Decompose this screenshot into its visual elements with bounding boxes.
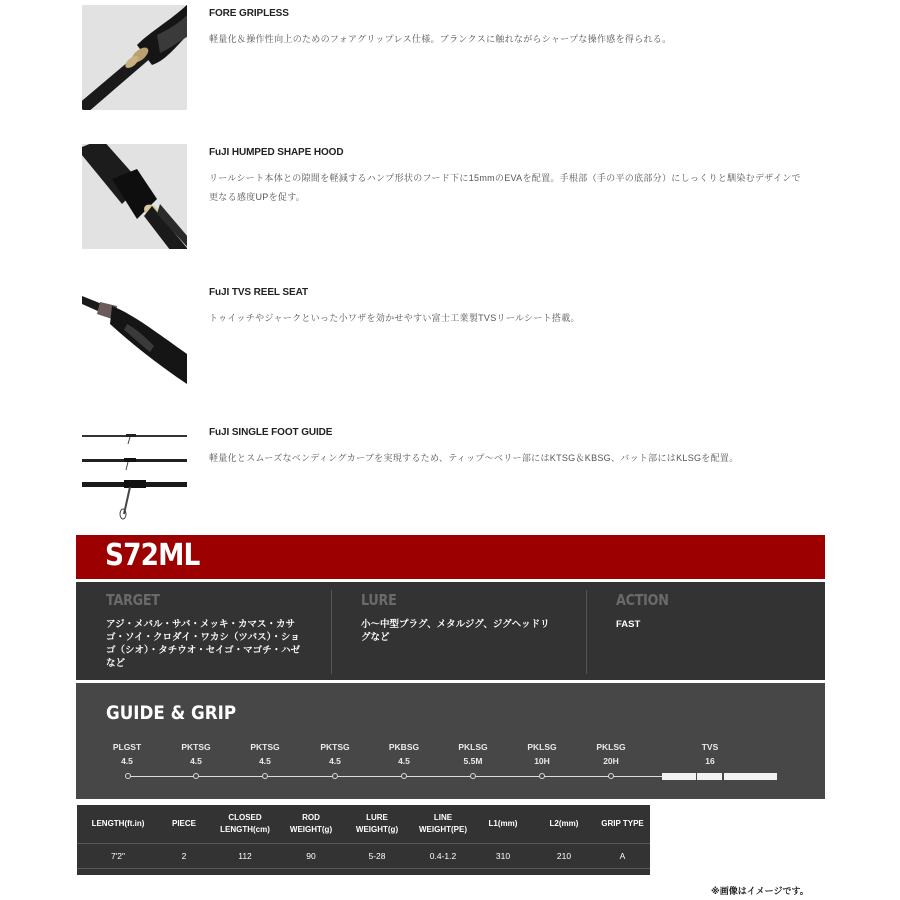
guide-name: PKTSG (250, 742, 280, 752)
guide-size: 4.5 (121, 756, 133, 766)
guide-name: PLGST (112, 742, 142, 752)
col-length: LENGTH(ft.in) (77, 805, 159, 843)
guide-size: 4.5 (259, 756, 271, 766)
feature-description: 軽量化＆操作性向上のためのフォアグリップレス仕様。ブランクスに触れながらシャープな操作感を得られる。 (209, 34, 672, 44)
spec-value: 小〜中型プラグ、メタルジグ、ジグヘッドリグなど (361, 619, 550, 643)
guide-item (166, 740, 226, 768)
guide-dot-icon (125, 773, 131, 779)
col-lure-weight: LURE WEIGHT(g) (341, 805, 413, 843)
guide-name: PKLSG (458, 742, 488, 752)
feature-title: FuJI SINGLE FOOT GUIDE (209, 427, 333, 438)
feature-description: トゥイッチやジャークといった小ワザを効かせやすい富士工業製TVSリールシート搭載。 (209, 313, 580, 323)
guide-dot-icon (401, 773, 407, 779)
cell-lure-weight: 5-28 (341, 843, 413, 868)
cell-piece: 2 (159, 843, 209, 868)
guide-item (581, 740, 641, 768)
guide-dot-icon (332, 773, 338, 779)
fore-gripless-rod-image (82, 5, 187, 110)
guide-name: PKLSG (596, 742, 626, 752)
grip-segment-icon (662, 773, 696, 780)
col-closed-length: CLOSED LENGTH(cm) (209, 805, 281, 843)
guide-size: 10H (534, 756, 550, 766)
cell-l1: 310 (473, 843, 533, 868)
guide-item (374, 740, 434, 768)
spec-target (76, 582, 331, 680)
guide-item (443, 740, 503, 768)
cell-rod-weight: 90 (281, 843, 341, 868)
guide-grip-title: GUIDE & GRIP (106, 702, 237, 724)
table-row (77, 843, 650, 868)
feature-title: FORE GRIPLESS (209, 8, 289, 19)
model-name: S72ML (105, 538, 200, 573)
tvs-reel-seat-image (82, 284, 187, 389)
spec-value: FAST (616, 619, 641, 630)
guide-size: 4.5 (329, 756, 341, 766)
model-header (76, 535, 825, 579)
col-l2: L2(mm) (533, 805, 595, 843)
reel-seat-item (680, 740, 740, 768)
spec-action (586, 582, 841, 680)
col-grip-type: GRIP TYPE (595, 805, 650, 843)
guide-name: PKTSG (181, 742, 211, 752)
feature-description: 軽量化とスムーズなベンディングカーブを実現するため、ティップ〜ベリー部にはKTSG＆KBSG、バット部にはKLSGを配置。 (209, 453, 739, 463)
guide-name: PKTSG (320, 742, 350, 752)
feature-description: リールシート本体との隙間を軽減するハンプ形状のフード下に15mmのEVAを配置。手根部（手の平の底部分）にしっくりと馴染むデザインで更なる感度UPを促す。 (209, 173, 801, 202)
guide-item (512, 740, 572, 768)
feature-title: FuJI TVS REEL SEAT (209, 287, 308, 298)
guide-name: PKBSG (388, 742, 420, 752)
guide-dot-icon (262, 773, 268, 779)
guide-item (235, 740, 295, 768)
guide-grip-section (76, 683, 825, 799)
spec-label: LURE (361, 591, 397, 609)
rear-grip-segment-icon (724, 773, 777, 780)
rod-line (128, 776, 662, 777)
single-foot-guide-image (82, 424, 187, 529)
col-line-weight: LINE WEIGHT(PE) (413, 805, 473, 843)
cell-l2: 210 (533, 843, 595, 868)
feature-title: FuJI HUMPED SHAPE HOOD (209, 147, 344, 158)
spec-summary (76, 582, 825, 680)
reel-seat-name: TVS (701, 742, 719, 752)
guide-name: PKLSG (527, 742, 557, 752)
reel-seat-segment-icon (697, 773, 722, 780)
humped-shape-hood-image (82, 144, 187, 249)
spec-label: ACTION (616, 591, 669, 609)
guide-dot-icon (608, 773, 614, 779)
guide-dot-icon (193, 773, 199, 779)
guide-item (97, 740, 157, 768)
spec-table (77, 805, 650, 875)
spec-lure (331, 582, 586, 680)
cell-closed-length: 112 (209, 843, 281, 868)
col-piece: PIECE (159, 805, 209, 843)
guide-size: 4.5 (190, 756, 202, 766)
col-rod-weight: ROD WEIGHT(g) (281, 805, 341, 843)
guide-item (305, 740, 365, 768)
guide-size: 20H (603, 756, 619, 766)
col-l1: L1(mm) (473, 805, 533, 843)
guide-size: 5.5M (463, 756, 483, 766)
spec-label: TARGET (106, 591, 160, 609)
guide-size: 4.5 (398, 756, 410, 766)
spec-value: アジ・メバル・サバ・メッキ・カマス・カサゴ・ソイ・クロダイ・ワカシ（ツバス）・ショゴ（シオ）・タチウオ・セイゴ・マゴチ・ハゼなど (106, 619, 301, 669)
reel-seat-size: 16 (705, 756, 715, 766)
guide-dot-icon (470, 773, 476, 779)
guide-dot-icon (539, 773, 545, 779)
cell-line-weight: 0.4-1.2 (413, 843, 473, 868)
cell-length: 7'2" (77, 843, 159, 868)
cell-grip-type: A (595, 843, 650, 868)
table-header-row (77, 805, 650, 843)
image-disclaimer: ※画像はイメージです。 (711, 886, 809, 896)
